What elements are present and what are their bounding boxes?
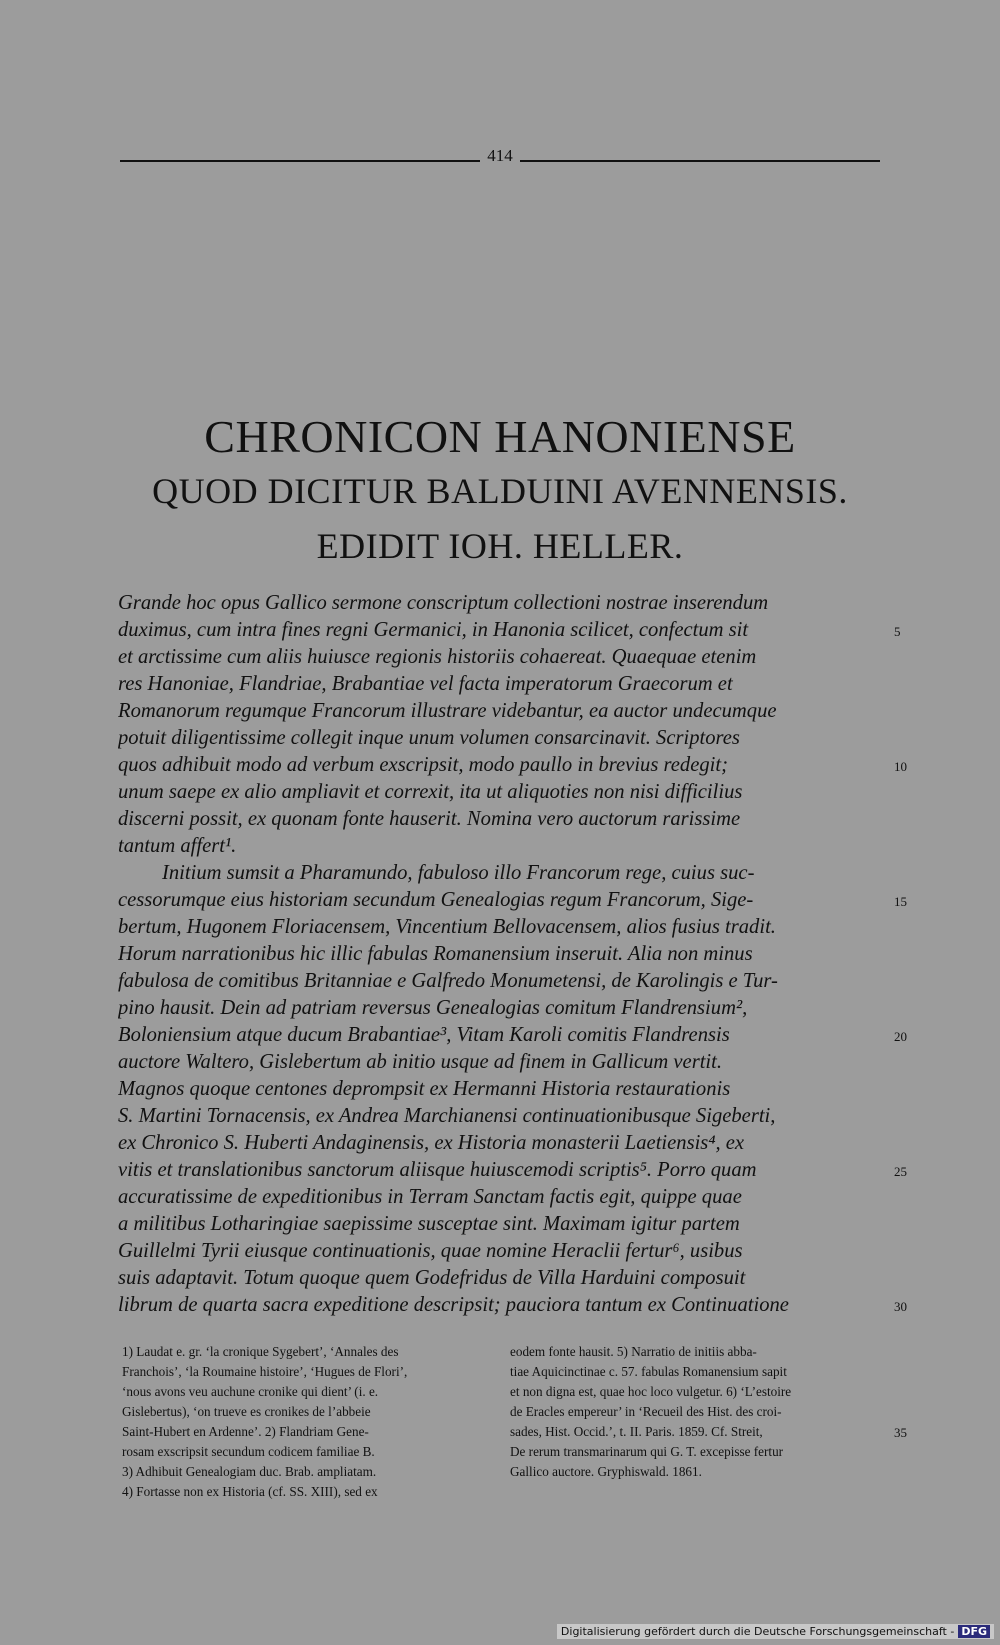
text-line: accuratissime de expeditionibus in Terram Sanctam factis egit, quippe quae: [118, 1186, 742, 1208]
title-sub: QUOD DICITUR BALDUINI AVENNENSIS.: [152, 471, 848, 511]
text-line: bertum, Hugonem Floriacensem, Vincentium Bellovacensem, alios fusius tradit.: [118, 916, 776, 938]
text-line: Grande hoc opus Gallico sermone conscriptum collectioni nostrae inserendum: [118, 592, 769, 614]
text-line: Initium sumsit a Pharamundo, fabuloso illo Francorum rege, cuius suc-: [162, 862, 755, 884]
header-rule-right: [520, 160, 880, 162]
text-line: tantum affert¹.: [118, 835, 237, 857]
page-number: 414: [480, 146, 520, 166]
header-rule-left: [120, 160, 480, 162]
text-line: a militibus Lotharingiae saepissime susceptae sint. Maximam igitur partem: [118, 1213, 740, 1235]
text-line: S. Martini Tornacensis, ex Andrea Marchianensi continuationibusque Sigeberti,: [118, 1105, 776, 1127]
text-line: Romanorum regumque Francorum illustrare videbantur, ea auctor undecumque: [118, 700, 777, 722]
line-number: 5: [894, 624, 901, 639]
footnote-line: Franchois’, ‘la Roumaine histoire’, ‘Hugues de Flori’,: [122, 1364, 408, 1379]
text-line: unum saepe ex alio ampliavit et correxit, ita ut aliquoties non nisi difficilius: [118, 781, 743, 803]
footnote-line: tiae Aquicinctinae c. 57. fabulas Romanensium sapit: [510, 1364, 787, 1379]
digitization-credit: [557, 1624, 994, 1639]
text-line: cessorumque eius historiam secundum Genealogias regum Francorum, Sige-: [118, 889, 754, 911]
text-line: Guillelmi Tyrii eiusque continuationis, quae nomine Heraclii fertur⁶, usibus: [118, 1240, 743, 1262]
footnote-line: rosam exscripsit secundum codicem familiae B.: [122, 1444, 375, 1459]
text-line: ex Chronico S. Huberti Andaginensis, ex Historia monasterii Laetiensis⁴, ex: [118, 1132, 745, 1154]
footnote-line: Gislebertus), ‘on trueve es cronikes de l’abbeie: [122, 1404, 371, 1419]
text-line: librum de quarta sacra expeditione descripsit; pauciora tantum ex Continuatione: [118, 1294, 789, 1316]
text-line: discerni possit, ex quonam fonte hauserit. Nomina vero auctorum rarissime: [118, 808, 741, 830]
line-number: 15: [894, 894, 907, 909]
main-text: [118, 590, 888, 1319]
footnote-line: eodem fonte hausit. 5) Narratio de initiis abba-: [510, 1344, 757, 1359]
footnote-line: 4) Fortasse non ex Historia (cf. SS. XIII), sed ex: [122, 1484, 378, 1499]
footnotes-right-column: [510, 1342, 880, 1482]
footnote-line: 1) Laudat e. gr. ‘la cronique Sygebert’, ‘Annales des: [122, 1344, 399, 1359]
text-line: fabulosa de comitibus Britanniae e Galfredo Monumetensi, de Karolingis e Tur-: [118, 970, 778, 992]
text-line: Horum narrationibus hic illic fabulas Romanensium inseruit. Alia non minus: [118, 943, 753, 965]
credit-text: Digitalisierung gefördert durch die Deutsche Forschungsgemeinschaft -: [560, 1625, 955, 1638]
footnote-line: Gallico auctore. Gryphiswald. 1861.: [510, 1464, 702, 1479]
footnote-line: 3) Adhibuit Genealogiam duc. Brab. ampliatam.: [122, 1464, 377, 1479]
text-line: Boloniensium atque ducum Brabantiae³, Vitam Karoli comitis Flandrensis: [118, 1024, 730, 1046]
footnote-line: ‘nous avons veu auchune cronike qui dient’ (i. e.: [122, 1384, 379, 1399]
line-number: 20: [894, 1029, 907, 1044]
text-line: quos adhibuit modo ad verbum exscripsit, modo paullo in brevius redegit;: [118, 754, 728, 776]
line-number: 10: [894, 759, 907, 774]
text-line: pino hausit. Dein ad patriam reversus Genealogias comitum Flandrensium²,: [118, 997, 748, 1019]
footnotes-left-column: [122, 1342, 492, 1502]
footnote-line: De rerum transmarinarum qui G. T. excepisse fertur: [510, 1444, 784, 1459]
dfg-logo: DFG: [958, 1625, 990, 1638]
footnote-line: Saint-Hubert en Ardenne’. 2) Flandriam Gene-: [122, 1424, 369, 1439]
line-number: 25: [894, 1164, 907, 1179]
text-line: auctore Waltero, Gislebertum ab initio usque ad finem in Gallicum vertit.: [118, 1051, 723, 1073]
text-line: res Hanoniae, Flandriae, Brabantiae vel facta imperatorum Graecorum et: [118, 673, 733, 695]
text-line: suis adaptavit. Totum quoque quem Godefridus de Villa Harduini composuit: [118, 1267, 746, 1289]
line-number: 30: [894, 1299, 907, 1314]
footnote-line: et non digna est, quae hoc loco vulgetur. 6) ‘L’estoire: [510, 1384, 792, 1399]
line-number: 35: [894, 1425, 907, 1440]
text-line: vitis et translationibus sanctorum aliisque huiuscemodi scriptis⁵. Porro quam: [118, 1159, 757, 1181]
text-line: potuit diligentissime collegit inque unum volumen consarcinavit. Scriptores: [118, 727, 740, 749]
text-line: Magnos quoque centones deprompsit ex Hermanni Historia restaurationis: [118, 1078, 731, 1100]
footnote-line: sades, Hist. Occid.’, t. II. Paris. 1859. Cf. Streit,: [510, 1424, 763, 1439]
text-line: et arctissime cum aliis huiusce regionis historiis cohaereat. Quaequae etenim: [118, 646, 757, 668]
title-editor: EDIDIT IOH. HELLER.: [316, 526, 684, 566]
title-main: CHRONICON HANONIENSE: [204, 411, 796, 462]
footnote-line: de Eracles empereur’ in ‘Recueil des Hist. des croi-: [510, 1404, 782, 1419]
text-line: duximus, cum intra fines regni Germanici, in Hanonia scilicet, confectum sit: [118, 619, 749, 641]
